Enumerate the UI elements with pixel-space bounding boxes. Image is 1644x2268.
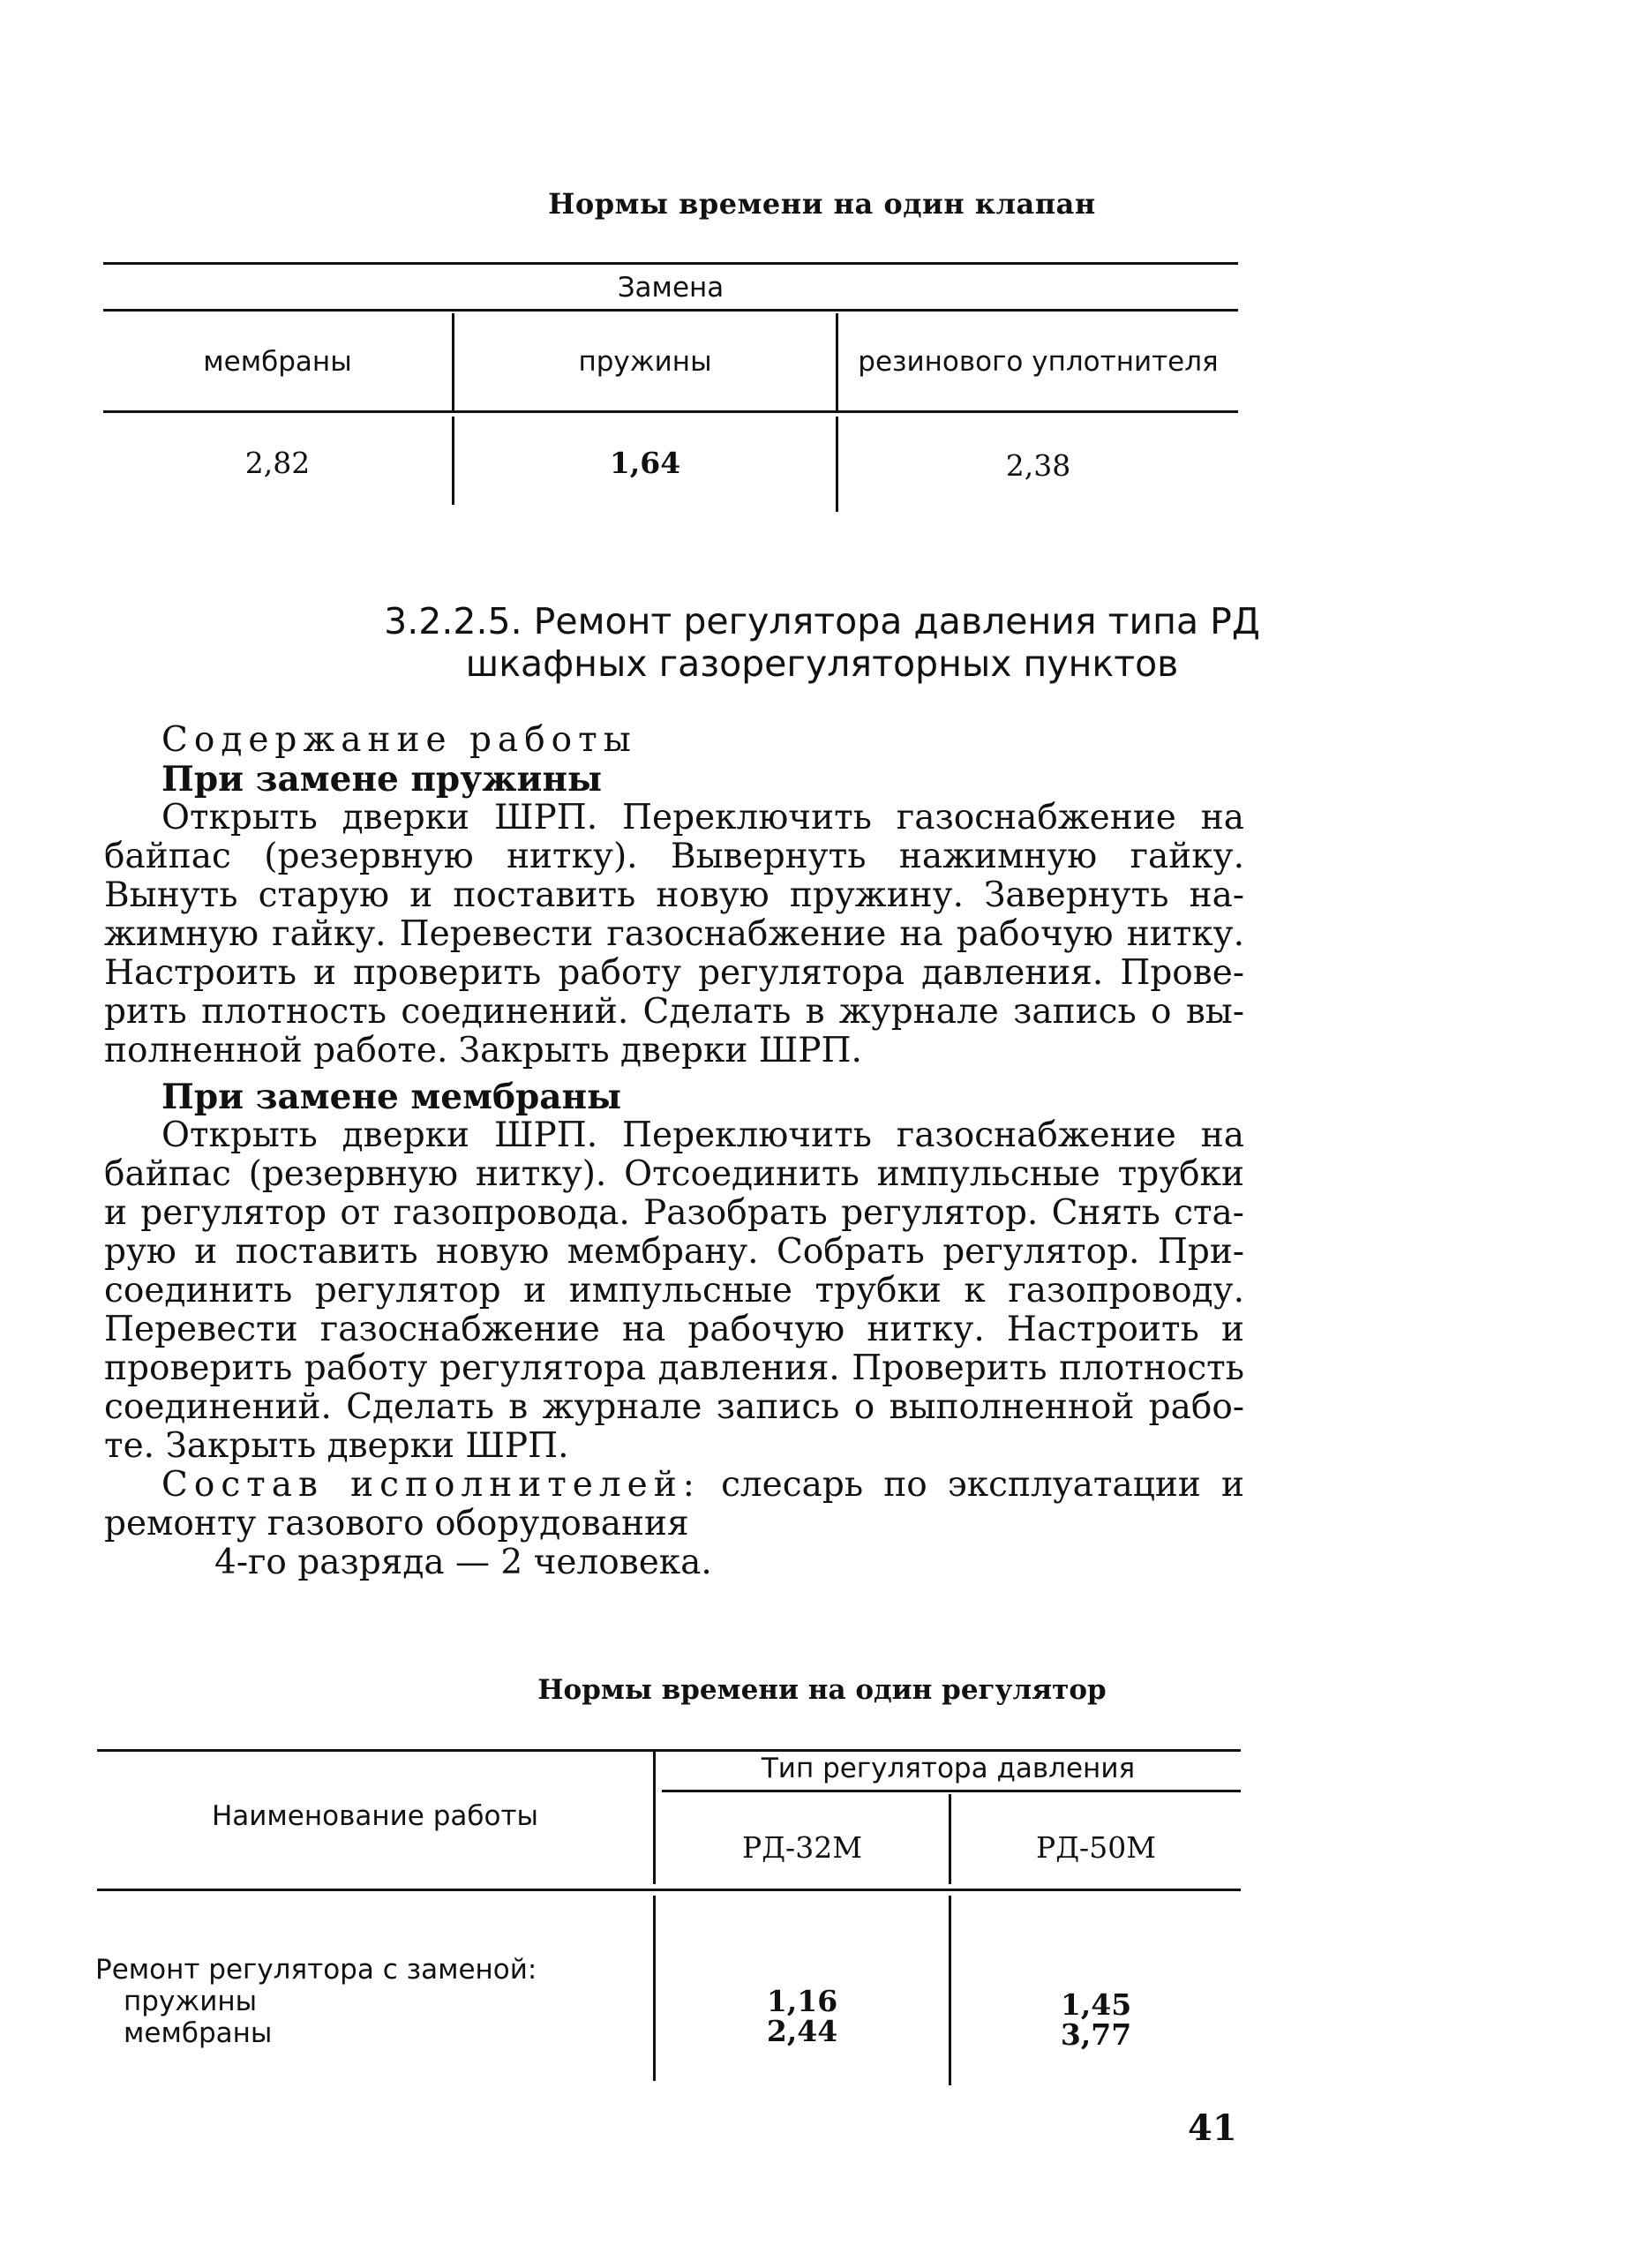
spring-text-line: рить плотность соединений. Сделать в журнале запись о вы- <box>104 992 1244 1032</box>
membrane-text-line: Перевести газоснабжение на рабочую нитку. Настроить и <box>104 1310 1244 1349</box>
membrane-text-line: и регулятор от газопровода. Разобрать регулятор. Снять ста- <box>104 1193 1244 1233</box>
table1-value-rubber-seal: 2,38 <box>1005 448 1071 483</box>
table2-row-group-label: Ремонт регулятора с заменой: <box>95 1954 537 1986</box>
spring-subheading: При замене пружины <box>161 759 603 800</box>
membrane-text-line: проверить работу регулятора давления. Проверить плотность <box>104 1348 1244 1388</box>
membrane-subheading: При замене мембраны <box>161 1077 622 1117</box>
page-number: 41 <box>1188 2107 1237 2149</box>
membrane-text-line: байпас (резервную нитку). Отсоединить импульсные трубки <box>104 1154 1244 1194</box>
table2-type-rd50m: РД-50М <box>1036 1830 1156 1865</box>
table1-header-rule <box>103 410 1238 413</box>
section-heading-line2: шкафных газорегуляторных пунктов <box>465 642 1179 685</box>
table2-row-name-membrane: мембраны <box>124 2017 273 2049</box>
staff-label: Состав исполнителей: <box>161 1465 701 1505</box>
membrane-text-line: соединений. Сделать в журнале запись о выполненной рабо- <box>104 1387 1244 1427</box>
table2-rd32-spring: 1,16 <box>766 1984 838 2018</box>
table1-title: Нормы времени на один клапан <box>548 187 1096 221</box>
spring-text-line: Настроить и проверить работу регулятора давления. Прове- <box>104 953 1244 993</box>
content-label: Содержание работы <box>161 720 637 760</box>
staff-line1-rest: слесарь по эксплуатации и <box>721 1465 1245 1505</box>
table2-rd50-spring: 1,45 <box>1060 1987 1132 2022</box>
table2-group-header: Тип регулятора давления <box>761 1753 1136 1784</box>
spring-text-line: полненной работе. Закрыть дверки ШРП. <box>104 1031 862 1070</box>
membrane-text-line: соединить регулятор и импульсные трубки к газопроводу. <box>104 1271 1244 1310</box>
table2-rd50-membrane: 3,77 <box>1060 2017 1132 2052</box>
section-heading-line1: 3.2.2.5. Ремонт регулятора давления типа РД <box>384 600 1260 642</box>
membrane-text-line: Открыть дверки ШРП. Переключить газоснабжение на <box>161 1115 1244 1155</box>
table1-value-spring: 1,64 <box>609 446 681 480</box>
table2-rd32-membrane: 2,44 <box>766 2014 838 2048</box>
spring-text-line: Вынуть старую и поставить новую пружину. Завернуть на- <box>104 875 1244 915</box>
membrane-text-line: те. Закрыть дверки ШРП. <box>104 1426 569 1466</box>
staff-line2: ремонту газового оборудования <box>104 1504 689 1543</box>
table2-group-rule <box>662 1790 1241 1792</box>
table1-group-rule <box>103 309 1238 312</box>
table2-top-rule <box>97 1749 1241 1752</box>
spring-text-line: жимную гайку. Перевести газоснабжение на рабочую нитку. <box>104 914 1244 954</box>
work-description <box>104 721 1244 1582</box>
staff-line1 <box>104 1466 1244 1505</box>
table1-top-rule <box>103 262 1238 265</box>
table1-col-rubber-seal: резинового уплотнителя <box>858 346 1219 378</box>
table2-title: Нормы времени на один регулятор <box>537 1674 1107 1706</box>
table2-header-rule <box>97 1889 1241 1891</box>
table2-type-rd32m: РД-32М <box>742 1830 862 1865</box>
membrane-text-line: рую и поставить новую мембрану. Собрать регулятор. При- <box>104 1232 1244 1272</box>
table1-col-spring: пружины <box>578 346 712 378</box>
spring-text-line: Открыть дверки ШРП. Переключить газоснабжение на <box>161 798 1244 837</box>
table1-group-header: Замена <box>617 272 724 304</box>
table1-col-membrane: мембраны <box>203 346 352 378</box>
staff-line3: 4-го разряда — 2 человека. <box>214 1543 712 1582</box>
table2-row-name-spring: пружины <box>124 1986 258 2017</box>
table1-value-membrane: 2,82 <box>244 446 311 480</box>
spring-text-line: байпас (резервную нитку). Вывернуть нажимную гайку. <box>104 837 1244 876</box>
table2-name-header: Наименование работы <box>211 1800 539 1832</box>
